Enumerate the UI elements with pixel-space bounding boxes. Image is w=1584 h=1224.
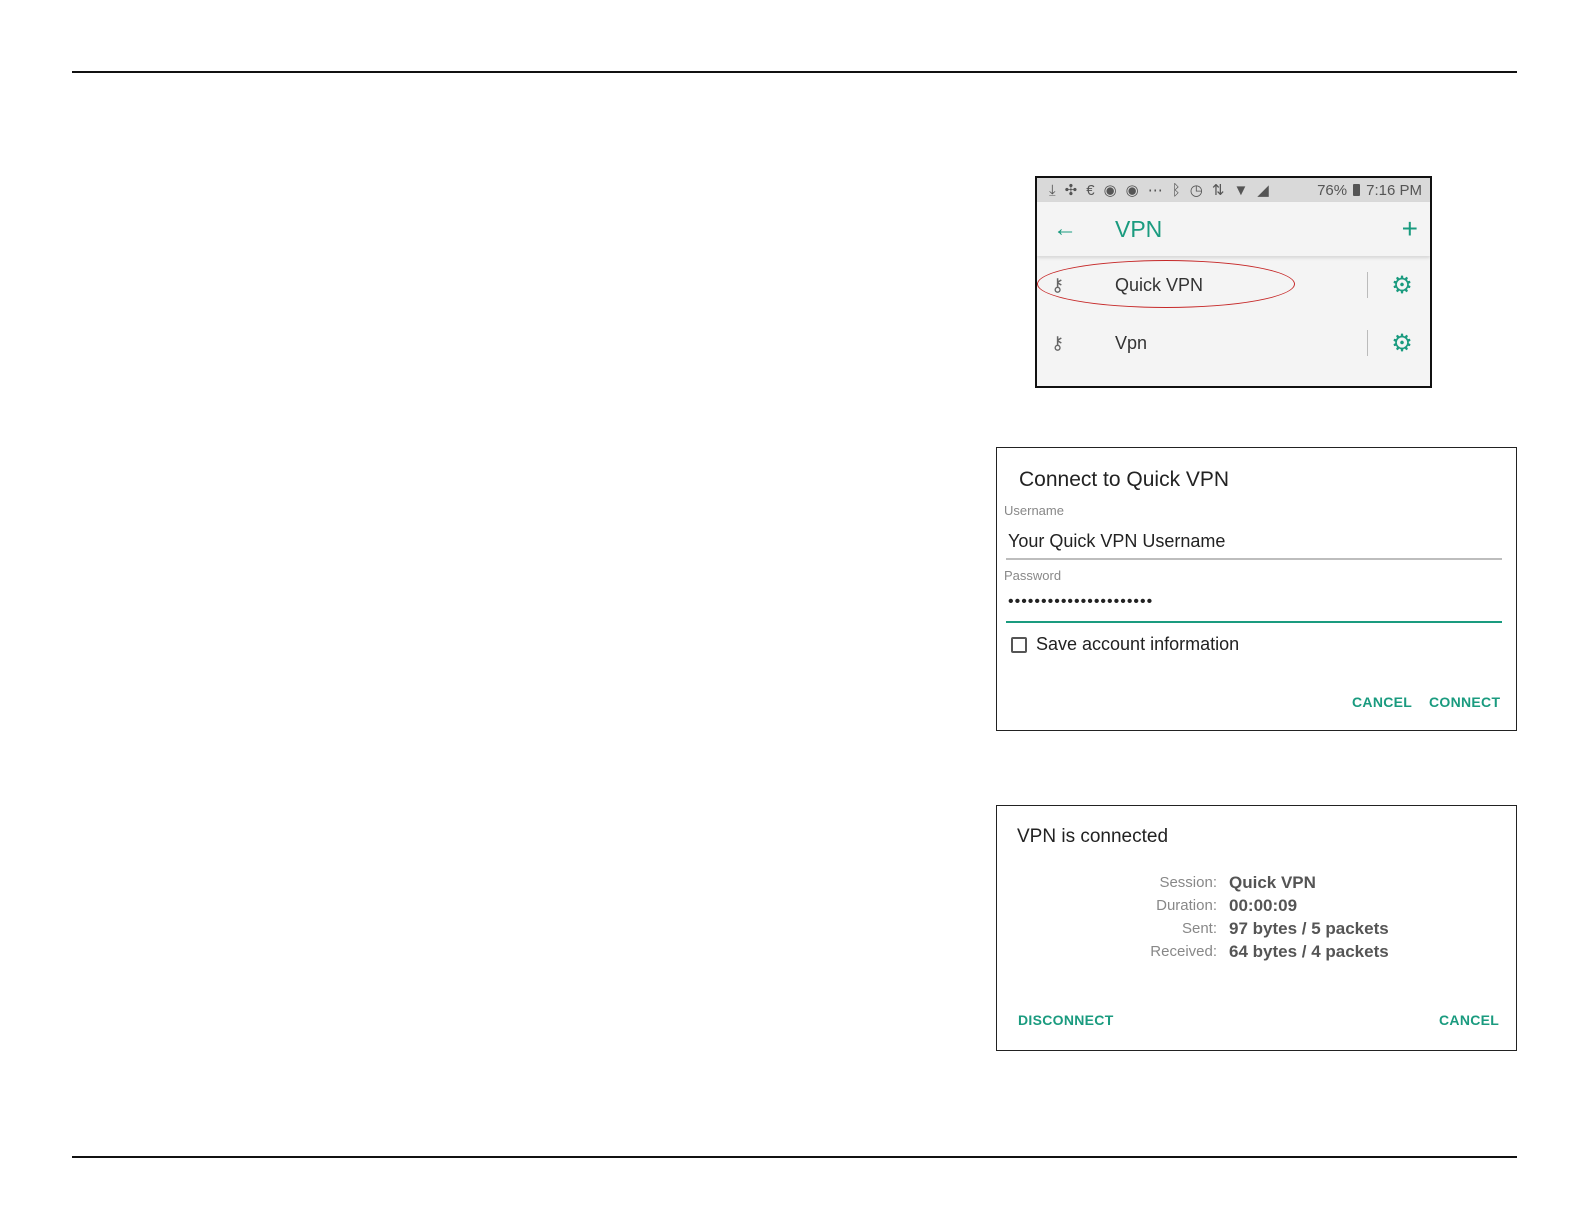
username-field[interactable]: Your Quick VPN Username [1008,531,1226,551]
top-divider [72,71,1517,73]
data-arrows-icon: ⇅ [1211,182,1225,199]
save-account-label: Save account information [1036,634,1240,654]
password-label: Password [1004,568,1062,583]
dialog-title: Connect to Quick VPN [1019,468,1230,491]
row-divider [1367,272,1368,298]
save-account-checkbox[interactable] [1011,637,1027,653]
back-arrow-icon[interactable]: ← [1053,215,1077,242]
password-field[interactable]: •••••••••••••••••••••• [1008,593,1154,610]
sent-key: Sent: [1181,920,1217,937]
page-title: VPN [1115,215,1163,242]
disconnect-button[interactable]: DISCONNECT [1018,1012,1114,1028]
vpn-item-label: Quick VPN [1115,274,1204,295]
bottom-divider [72,1156,1517,1158]
connect-dialog [996,447,1517,731]
duration-key: Duration: [1156,897,1217,914]
received-key: Received: [1150,943,1217,960]
username-underline [1006,558,1502,560]
sent-value: 97 bytes / 5 packets [1229,919,1389,938]
add-icon[interactable]: + [1401,213,1418,244]
app-bar [1037,202,1430,256]
cancel-button[interactable]: CANCEL [1439,1012,1500,1028]
fan-icon: ✣ [1064,182,1078,199]
gear-icon[interactable]: ⚙ [1391,271,1413,299]
vpn-connected-dialog [996,805,1517,1051]
username-label: Username [1004,503,1064,518]
highlight-ellipse [1037,260,1295,308]
key-icon: ⚷ [1051,332,1065,353]
cancel-button[interactable]: CANCEL [1352,694,1413,710]
chrome-icon: ◉ [1125,182,1139,199]
password-underline [1006,621,1502,623]
status-bar [1037,178,1430,202]
dialog-title: VPN is connected [1017,826,1169,847]
duration-value: 00:00:09 [1229,896,1298,915]
connect-button[interactable]: CONNECT [1429,694,1501,710]
connection-info [1097,874,1389,961]
nyt-icon: € [1086,181,1095,199]
vpn-item-label: Vpn [1115,332,1148,353]
vpn-item-vpn[interactable] [1037,314,1430,372]
bluetooth-icon: ᛒ [1171,181,1181,199]
row-divider [1367,330,1368,356]
more-icon: ⋯ [1147,182,1163,199]
signal-icon: ◢ [1257,182,1269,199]
received-value: 64 bytes / 4 packets [1229,942,1389,961]
wifi-icon: ▼ [1233,181,1249,199]
vpn-list-screenshot [1035,176,1432,388]
gear-icon[interactable]: ⚙ [1391,329,1413,357]
session-value: Quick VPN [1229,873,1316,892]
status-time: 7:16 PM [1366,181,1422,199]
battery-level: 76% [1317,181,1348,199]
chrome-icon: ◉ [1103,182,1117,199]
key-icon: ⚷ [1051,274,1065,295]
battery-icon [1353,184,1360,196]
session-key: Session: [1159,874,1217,891]
vpn-item-quick-vpn[interactable] [1037,256,1430,314]
download-icon: ⤓ [1049,181,1056,199]
alarm-icon: ◷ [1189,182,1203,199]
